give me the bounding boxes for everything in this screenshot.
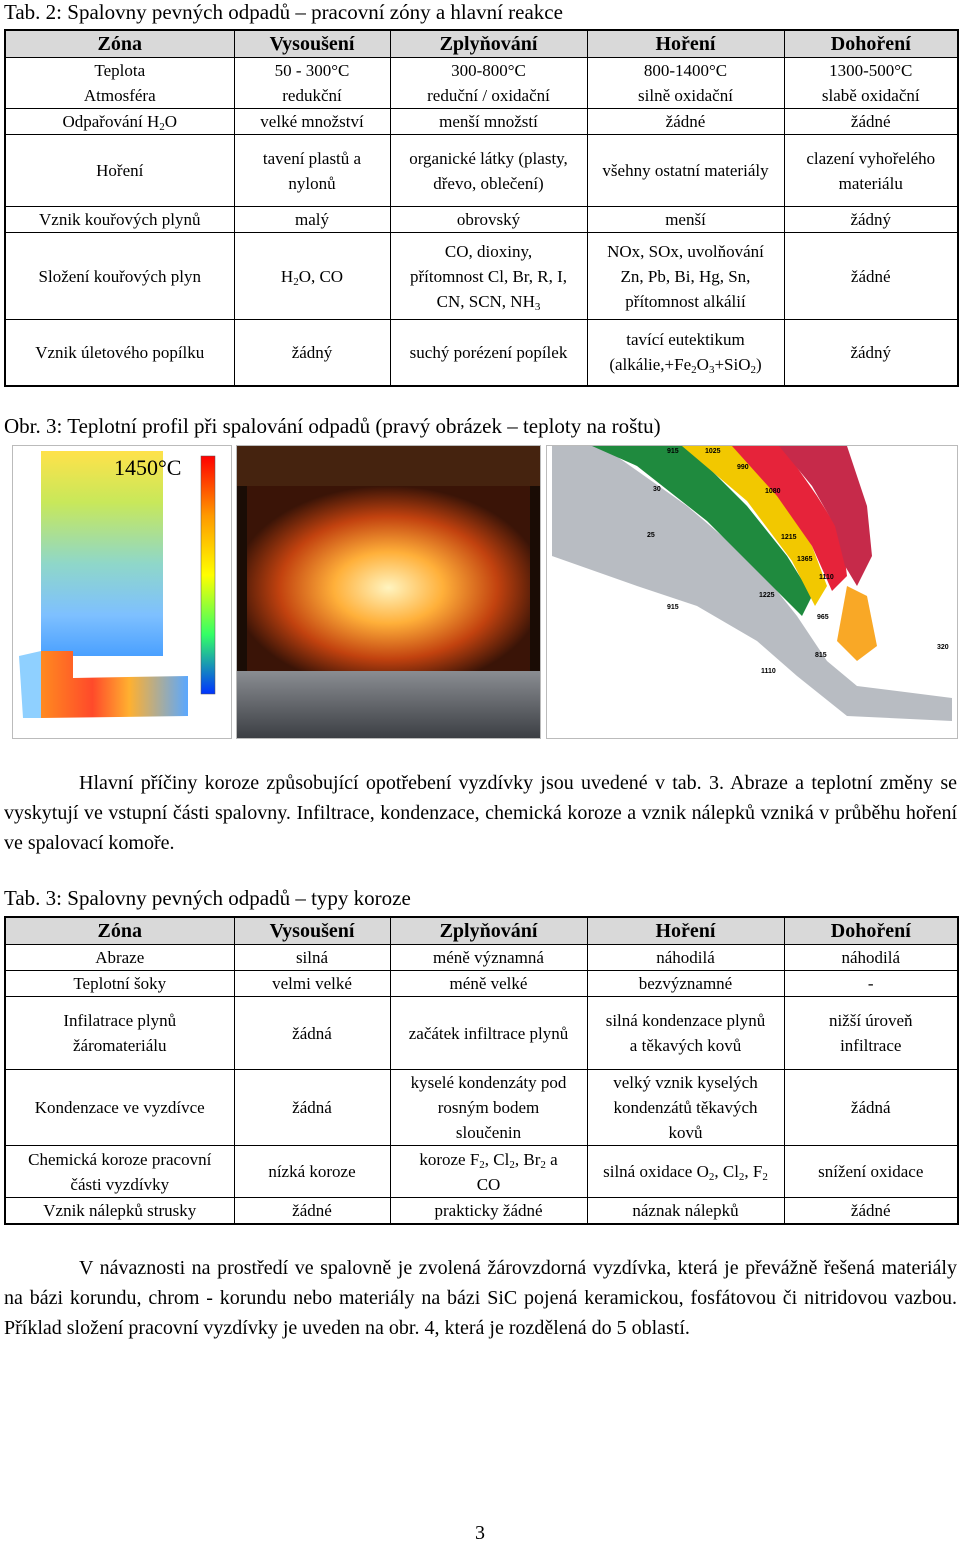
temperature-profile-image xyxy=(12,445,232,739)
table-cell: žádné xyxy=(234,1198,390,1225)
header-dohoreni: Dohoření xyxy=(784,30,958,58)
table-cell: žádná xyxy=(234,1070,390,1146)
max-temperature-label: 1450°C xyxy=(114,455,182,480)
figure3-caption: Obr. 3: Teplotní profil při spalování odpadů (pravý obrázek – teploty na roštu) xyxy=(4,414,661,438)
table-cell: nižší úroveň infiltrace xyxy=(784,997,958,1070)
row-label-horeni: Hoření xyxy=(5,135,234,207)
header-dohoreni: Dohoření xyxy=(784,917,958,945)
table-cell: - xyxy=(784,971,958,997)
header-zona: Zóna xyxy=(5,917,234,945)
header-vysouseni: Vysoušení xyxy=(234,30,390,58)
table-cell: 800-1400°C silně oxidační xyxy=(587,58,784,109)
furnace-photo-graphic xyxy=(237,446,540,738)
table-cell: žádné xyxy=(784,233,958,320)
table-row xyxy=(5,945,958,971)
table-cell: náznak nálepků xyxy=(587,1198,784,1225)
table-cell: kyselé kondenzáty pod rosným bodem sloučenin xyxy=(390,1070,587,1146)
table-cell: tavení plastů a nylonů xyxy=(234,135,390,207)
header-zplynovani: Zplyňování xyxy=(390,30,587,58)
table-cell: žádné xyxy=(587,109,784,135)
table-row xyxy=(5,109,958,135)
row-label-abraze: Abraze xyxy=(5,945,234,971)
grate-temp-label: 320 xyxy=(937,644,949,651)
table-cell: žádné xyxy=(784,109,958,135)
grate-temp-label: 1215 xyxy=(781,534,797,541)
header-horeni: Hoření xyxy=(587,30,784,58)
table-cell: bezvýznamné xyxy=(587,971,784,997)
furnace-photo xyxy=(236,445,541,739)
grate-temp-label: 815 xyxy=(815,652,827,659)
row-label-popilek: Vznik úletového popílku xyxy=(5,320,234,386)
table-cell: silná kondenzace plynů a těkavých kovů xyxy=(587,997,784,1070)
table-cell: velmi velké xyxy=(234,971,390,997)
table-cell: tavící eutektikum $(alkálie,+Fe_2O_3+SiO_2)$ xyxy=(587,320,784,386)
table-cell: žádná xyxy=(234,997,390,1070)
table-row xyxy=(5,971,958,997)
table-cell: 1300-500°C slabě oxidační xyxy=(784,58,958,109)
table-cell: náhodilá xyxy=(587,945,784,971)
grate-temp-label: 30 xyxy=(653,486,661,493)
row-label-teplota-atmosfera: Teplota Atmosféra xyxy=(5,58,234,109)
table-row xyxy=(5,135,958,207)
table-row xyxy=(5,233,958,320)
grate-temp-label: 1025 xyxy=(705,448,721,455)
table-cell: méně velké xyxy=(390,971,587,997)
grate-temp-label: 1365 xyxy=(797,556,813,563)
grate-temperature-graphic xyxy=(547,446,957,738)
table-cell: začátek infiltrace plynů xyxy=(390,997,587,1070)
grate-temp-label: 915 xyxy=(667,448,679,455)
table-cell: méně významná xyxy=(390,945,587,971)
table-row xyxy=(5,58,958,109)
table-cell: snížení oxidace xyxy=(784,1146,958,1198)
table2-header-row xyxy=(5,30,958,58)
table3-caption: Tab. 3: Spalovny pevných odpadů – typy koroze xyxy=(4,886,411,910)
table-cell: všehny ostatní materiály xyxy=(587,135,784,207)
table2 xyxy=(4,29,959,387)
grate-temperature-map xyxy=(546,445,958,739)
table-cell: malý xyxy=(234,207,390,233)
table-cell: silná oxidace $O_2$, $Cl_2$, $F_2$ xyxy=(587,1146,784,1198)
table-cell: menší xyxy=(587,207,784,233)
table-cell: koroze $F_2$, $Cl_2$, $Br_2$ a CO xyxy=(390,1146,587,1198)
header-horeni: Hoření xyxy=(587,917,784,945)
table-cell: nízká koroze xyxy=(234,1146,390,1198)
table-row xyxy=(5,1146,958,1198)
header-vysouseni: Vysoušení xyxy=(234,917,390,945)
table-cell: žádný xyxy=(784,207,958,233)
temperature-profile-graphic xyxy=(13,446,231,738)
table-cell: silná xyxy=(234,945,390,971)
table-cell: žádný xyxy=(784,320,958,386)
header-zplynovani: Zplyňování xyxy=(390,917,587,945)
table-cell: CO, dioxiny, přítomnost Cl, Br, R, I, CN, SCN, $NH_3$ xyxy=(390,233,587,320)
table-cell: velké množství xyxy=(234,109,390,135)
grate-temp-label: 990 xyxy=(737,464,749,471)
row-label-odparovani: Odpařování $H_2O$ xyxy=(5,109,234,135)
row-label-nalepky: Vznik nálepků strusky xyxy=(5,1198,234,1225)
table-row xyxy=(5,1070,958,1146)
table3-header-row xyxy=(5,917,958,945)
table-cell: prakticky žádné xyxy=(390,1198,587,1225)
row-label-vznik-plynu: Vznik kouřových plynů xyxy=(5,207,234,233)
table-cell: $H_2O$, CO xyxy=(234,233,390,320)
grate-temp-label: 25 xyxy=(647,532,655,539)
table-cell: žádná xyxy=(784,1070,958,1146)
table-cell: suchý porézení popílek xyxy=(390,320,587,386)
paragraph-2: V návaznosti na prostředí ve spalovně je zvolená žárovzdorná vyzdívka, která je převážně řešená materiály na bázi korundu, chrom - korundu nebo materiály na bázi SiC pojená keramickou, fosfátovou či nitridovou vazbou. Příklad složení pracovní vyzdívky je uveden na obr. 4, která je rozdělená do 5 oblastí. xyxy=(4,1257,957,1339)
row-label-chemicka: Chemická koroze pracovní části vyzdívky xyxy=(5,1146,234,1198)
table-cell: 50 - 300°C redukční xyxy=(234,58,390,109)
table-cell: clazení vyhořelého materiálu xyxy=(784,135,958,207)
table-cell: obrovský xyxy=(390,207,587,233)
paragraph-1: Hlavní příčiny koroze způsobující opotřebení vyzdívky jsou uvedené v tab. 3. Abraze a teplotní změny se vyskytují ve vstupní části spalovny. Infiltrace, kondenzace, chemická koroze a vznik nálepků vzniká v průběhu hoření ve spalovací komoře. xyxy=(4,772,957,854)
table-cell: náhodilá xyxy=(784,945,958,971)
table-cell: organické látky (plasty, dřevo, oblečení) xyxy=(390,135,587,207)
grate-temp-label: 1225 xyxy=(759,592,775,599)
table-cell: žádný xyxy=(234,320,390,386)
grate-temp-label: 965 xyxy=(817,614,829,621)
row-label-infiltrace: Infilatrace plynů žáromateriálu xyxy=(5,997,234,1070)
table-cell: menší množstí xyxy=(390,109,587,135)
table-row xyxy=(5,1198,958,1225)
table2-caption: Tab. 2: Spalovny pevných odpadů – pracovní zóny a hlavní reakce xyxy=(4,0,563,24)
grate-temp-label: 1110 xyxy=(761,668,776,675)
table-cell: velký vznik kyselých kondenzátů těkavých kovů xyxy=(587,1070,784,1146)
grate-temp-label: 915 xyxy=(667,604,679,611)
row-label-kondenzace: Kondenzace ve vyzdívce xyxy=(5,1070,234,1146)
table-cell: 300-800°C reduční / oxidační xyxy=(390,58,587,109)
row-label-soky: Teplotní šoky xyxy=(5,971,234,997)
table-row xyxy=(5,207,958,233)
table3 xyxy=(4,916,959,1225)
table-row xyxy=(5,320,958,386)
grate-temp-label: 1080 xyxy=(765,488,781,495)
table-cell: NOx, SOx, uvolňování Zn, Pb, Bi, Hg, Sn, přítomnost alkálií xyxy=(587,233,784,320)
header-zona: Zóna xyxy=(5,30,234,58)
table-row xyxy=(5,997,958,1070)
page-number: 3 xyxy=(475,1522,485,1544)
grate-temp-label: 1110 xyxy=(819,574,834,581)
table-cell: žádné xyxy=(784,1198,958,1225)
row-label-slozeni: Složení kouřových plyn xyxy=(5,233,234,320)
